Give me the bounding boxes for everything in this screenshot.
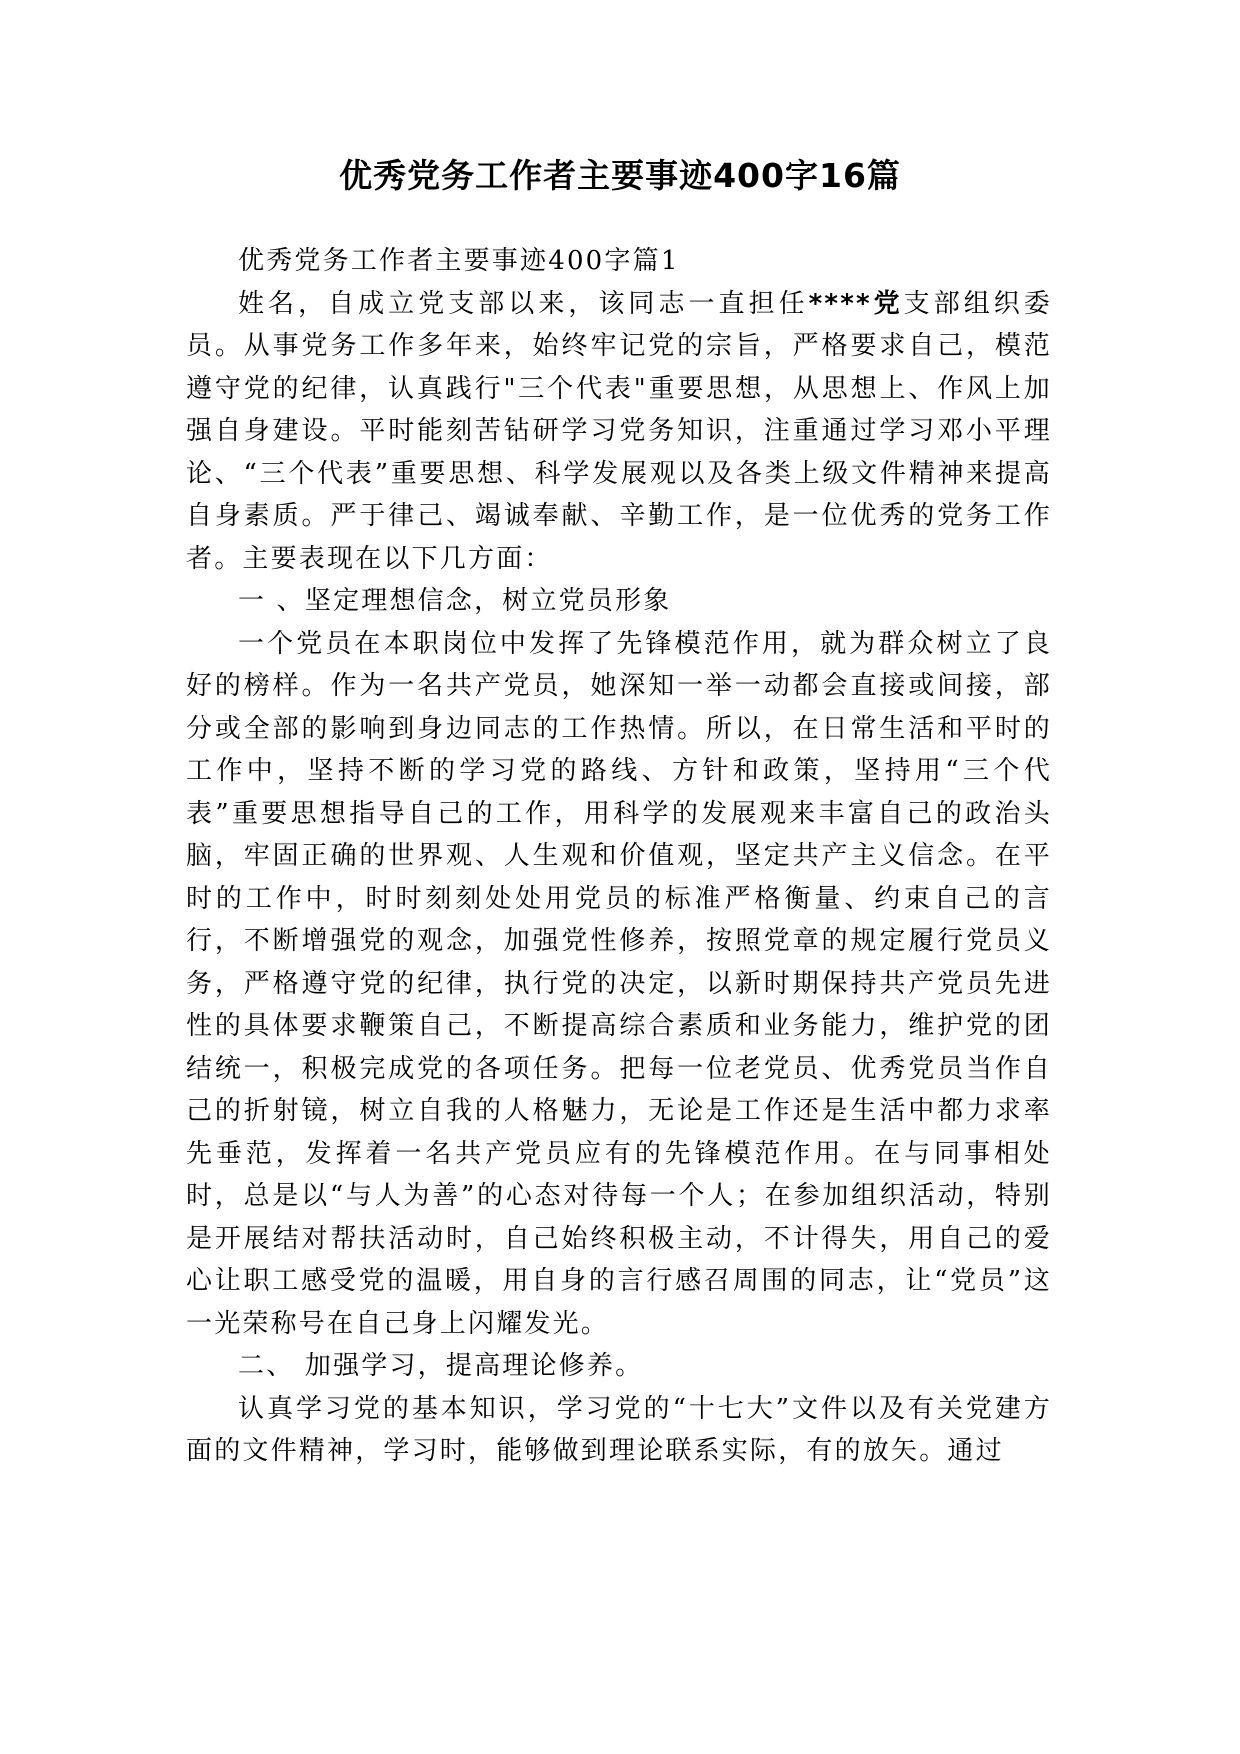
- paragraph-2: 一个党员在本职岗位中发挥了先锋模范作用，就为群众树立了良好的榜样。作为一名共产党员，她深知一举一动都会直接或间接，部分或全部的影响到身边同志的工作热情。所以，在日常生活和平时的工作中，坚持不断的学习党的路线、方针和政策，坚持用“三个代表”重要思想指导自己的工作，用科学的发展观来丰富自己的政治头脑，牢固正确的世界观、人生观和价值观，坚定共产主义信念。在平时的工作中，时时刻刻处处用党员的标准严格衡量、约束自己的言行，不断增强党的观念，加强党性修养，按照党章的规定履行党员义务，严格遵守党的纪律，执行党的决定，以新时期保持共产党员先进性的具体要求鞭策自己，不断提高综合素质和业务能力，维护党的团结统一，积极完成党的各项任务。把每一位老党员、优秀党员当作自己的折射镜，树立自我的人格魅力，无论是工作还是生活中都力求率先垂范，发挥着一名共产党员应有的先锋模范作用。在与同事相处时，总是以“与人为善”的心态对待每一个人；在参加组织活动，特别是开展结对帮扶活动时，自己始终积极主动，不计得失，用自己的爱心让职工感受党的温暖，用自身的言行感召周围的同志，让“党员”这一光荣称号在自己身上闪耀发光。: [186, 628, 1052, 1339]
- paragraph-1: [186, 283, 1052, 581]
- document-body: [186, 240, 1052, 1473]
- section-heading-2: 二、 加强学习，提高理论修养。: [238, 1351, 644, 1381]
- redacted-party-name: ****党: [808, 288, 904, 319]
- document-title: 优秀党务工作者主要事迹400字16篇: [339, 156, 901, 195]
- section-heading-1: 一 、坚定理想信念，树立党员形象: [238, 586, 672, 616]
- paragraph-1-rest: 支部组织委员。从事党务工作多年来，始终牢记党的宗旨，严格要求自己，模范遵守党的纪律，认真践行"三个代表"重要思想，从思想上、作风上加强自身建设。平时能刻苦钻研学习党务知识，注重通过学习邓小平理论、“三个代表”重要思想、科学发展观以及各类上级文件精神来提高自身素质。严于律己、竭诚奉献、辛勤工作，是一位优秀的党务工作者。主要表现在以下几方面：: [186, 288, 1052, 574]
- paragraph-1-start: 姓名，自成立党支部以来，该同志一直担任: [238, 288, 809, 319]
- section-title: 优秀党务工作者主要事迹400字篇1: [238, 246, 680, 276]
- paragraph-3: 认真学习党的基本知识，学习党的“十七大”文件以及有关党建方面的文件精神，学习时，能够做到理论联系实际，有的放矢。通过: [186, 1393, 1052, 1466]
